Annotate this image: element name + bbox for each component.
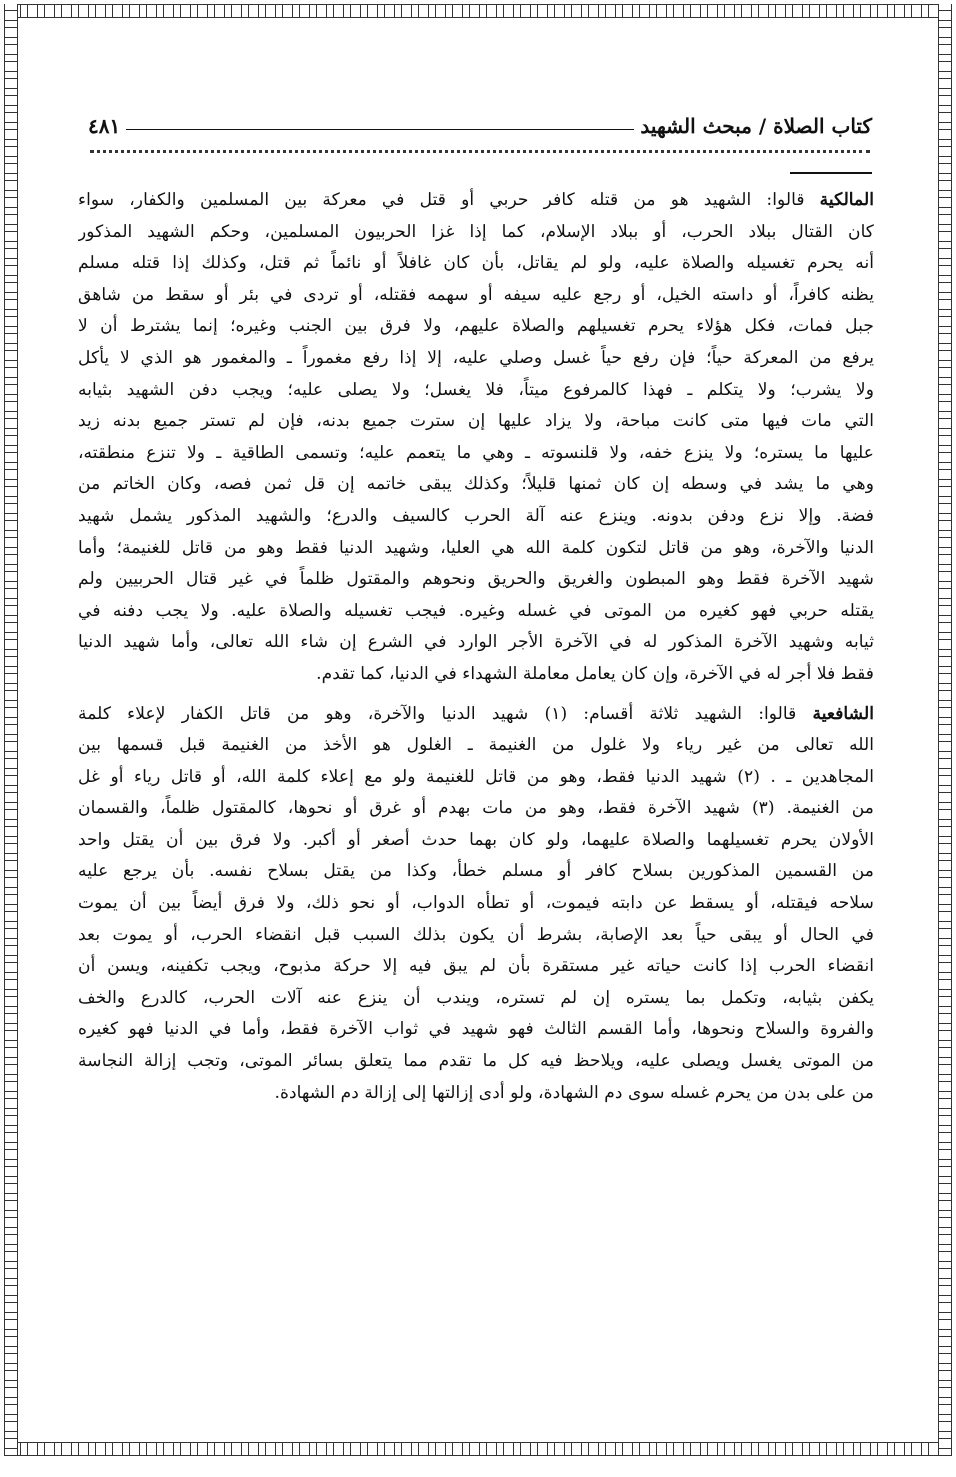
line-text: الأولان يحرم تغسيلهما والصلاة عليهما، ولو كان بهما حدث أصغر أو أكبر. ولا فرق بين أن يقتل واحد (78, 829, 874, 850)
text-line (78, 627, 874, 659)
line-text: يرفع من المعركة حياً؛ فإن رفع حياً غسل وصلي عليه، إلا إذا رفع مغموراً ـ والمغمور هو الذي لا يأكل (78, 347, 874, 368)
running-header (88, 104, 872, 138)
line-text: من الموتى يغسل ويصلى عليه، ويلاحظ فيه كل ما تقدم مما يتعلق بسائر الموتى، وتجب إزالة النجاسة (78, 1051, 874, 1072)
paragraph (78, 185, 874, 691)
text-line (78, 311, 874, 343)
text-line (78, 825, 874, 857)
text-line (78, 730, 874, 762)
line-text: ولا يشرب؛ ولا يتكلم ـ فهذا كالمرفوع ميتاً، فلا يغسل؛ ولا يصلى عليه؛ ويجب دفن الشهيد بثيابه (78, 379, 874, 400)
text-line (78, 185, 874, 217)
text-line (78, 1078, 874, 1110)
text-line (78, 920, 874, 952)
text-line (78, 659, 874, 691)
text-line (78, 564, 874, 596)
paragraph (78, 699, 874, 1110)
line-text: الله تعالى من غير رياء ولا غلول من الغنيمة ـ الغلول هو الأخذ من الغنيمة قبل قسمها بين (78, 735, 874, 756)
text-line (78, 793, 874, 825)
line-text: كان القتال ببلاد الحرب، أو ببلاد الإسلام، كما إذا غزا الحربيون المسلمين، وحكم الشهيد المذكور (78, 221, 874, 242)
line-text: يظنه كافراً، أو داسته الخيل، أو رجع عليه سيفه أو سهمه فقتله، أو تردى في بئر أو سقط من شاهق (78, 284, 874, 305)
text-line (78, 951, 874, 983)
text-line (78, 438, 874, 470)
line-text: المجاهدين ـ . (٢) شهيد الدنيا فقط، وهو من قاتل للغنيمة ولو مع إعلاء كلمة الله، أو قاتل رياء أو غل (78, 766, 874, 787)
school-name: المالكية (819, 190, 874, 210)
line-text: والفروة والسلاح ونحوها، وأما القسم الثالث فهو شهيد في ثواب الآخرة فقط، وأما في الدنيا فهو كغيره (78, 1019, 874, 1040)
line-text: من الغنيمة. (٣) شهيد الآخرة فقط، وهو من مات بهدم أو غرق أو نحوها، كالمقتول ظلماً، والقسمان (78, 798, 874, 819)
page-number: ٤٨١ (88, 114, 121, 138)
line-text: فقط فلا أجر له في الآخرة، وإن كان يعامل معاملة الشهداء في الدنيا، كما تقدم. (316, 663, 874, 684)
text-line (78, 1014, 874, 1046)
text-line (78, 533, 874, 565)
school-name: الشافعية (812, 703, 874, 724)
header-rule (126, 129, 634, 130)
line-text: يكفن بثيابه، وتكمل بما يستره إن لم تستره، ويندب أن ينزع عنه آلات الحرب، كالدرع والخف (78, 987, 874, 1008)
text-line (78, 343, 874, 375)
text-line (78, 1046, 874, 1078)
text-line (78, 983, 874, 1015)
line-text: وهي ما يشد في وسطه إن كان ثمنها قليلاً؛ وكذلك يبقى خاتمه إن قل ثمن فصه، وكان الخاتم من (78, 474, 874, 495)
line-text: ثيابه وشهيد الآخرة المذكور له في الآخرة الأجر الوارد في الشرع إن شاء الله تعالى، وأما شهيد الدنيا (78, 632, 874, 653)
text-line (78, 762, 874, 794)
text-line (78, 596, 874, 628)
ornamental-border-left (4, 4, 18, 1456)
section-rule (790, 172, 872, 174)
text-line (78, 699, 874, 731)
text-line (78, 217, 874, 249)
line-text: أنه يحرم تغسيله والصلاة عليه، ولو لم يقاتل، بأن كان غافلاً أو نائماً ثم قتل، وكذلك إذا قتله مسلم (78, 253, 874, 274)
line-text: في الحال أو يبقى حياً بعد الإصابة، بشرط أن يكون بذلك السبب قبل انقضاء الحرب، أو يموت بعد (78, 924, 874, 945)
ornamental-border-right (938, 4, 952, 1456)
line-text: سلاحه فيقتله، أو يسقط عن دابته فيموت، أو تطأه الدواب، أو نحو ذلك، ولا فرق أيضاً بين أن يموت (78, 893, 874, 914)
text-line (78, 248, 874, 280)
page-body (78, 185, 874, 1117)
text-line (78, 280, 874, 312)
line-text: قالوا: الشهيد ثلاثة أقسام: (١) شهيد الدنيا والآخرة، وهو من قاتل الكفار لإعلاء كلمة (78, 703, 797, 724)
line-text: من القسمين المذكورين بسلاح كافر أو مسلم خطأ، وكذا من يقتل بسلاح نفسه. بأن يرجع عليه (78, 861, 874, 882)
line-text: انقضاء الحرب إذا كانت حياته غير مستقرة بأن لم يبق فيه إلا حركة مذبوح، ويجب تكفينه، ويسن أن (78, 956, 874, 977)
line-text: فضة. وإلا نزع ودفن بدونه. وينزع عنه آلة الحرب كالسيف والدرع؛ والشهيد المذكور يشمل شهيد (78, 505, 874, 526)
header-title: كتاب الصلاة / مبحث الشهيد (640, 114, 872, 138)
line-text: الدنيا والآخرة، وهو من قاتل لتكون كلمة الله هي العليا، وشهيد الدنيا فقط وهو من قاتل للغنيمة؛ وأما (78, 537, 874, 558)
line-text: التي مات فيها متى كانت مباحة، ولا يزاد عليها إن سترت جميع بدنه، فإن لم تستر جميع بدنه زيد (78, 411, 874, 432)
text-line (78, 856, 874, 888)
text-line (78, 501, 874, 533)
text-line (78, 888, 874, 920)
text-line (78, 375, 874, 407)
text-line (78, 406, 874, 438)
line-text: قالوا: الشهيد هو من قتله كافر حربي أو قتل في معركة بين المسلمين والكفار، سواء (78, 190, 805, 210)
line-text: شهيد الآخرة فقط وهو المبطون والغريق والحريق ونحوهم والمقتول ظلماً في غير قتال الحربيين ولم (78, 569, 874, 590)
line-text: جبل فمات، فكل هؤلاء يحرم تغسيلهم والصلاة عليهم، ولا فرق بين الجنب وغيره؛ إنما يشترط أن لا (78, 316, 874, 337)
line-text: يقتله حربي فهو كغيره من الموتى في غسله وغيره. فيجب تغسيله والصلاة عليه. ولا يجب دفنه في (78, 600, 874, 621)
line-text: من على بدن من يحرم غسله سوى دم الشهادة، ولو أدى إزالتها إلى إزالة دم الشهادة. (274, 1082, 874, 1103)
ornamental-border-top (4, 4, 952, 18)
text-line (78, 469, 874, 501)
ornamental-border-bottom (4, 1442, 952, 1456)
dotted-divider (90, 150, 870, 153)
line-text: عليها ما يستره؛ ولا ينزع خفه، ولا قلنسوته ـ وهي ما يتعمم عليه؛ وتسمى الطاقية ـ ولا تنزع منطقته، (78, 442, 874, 463)
